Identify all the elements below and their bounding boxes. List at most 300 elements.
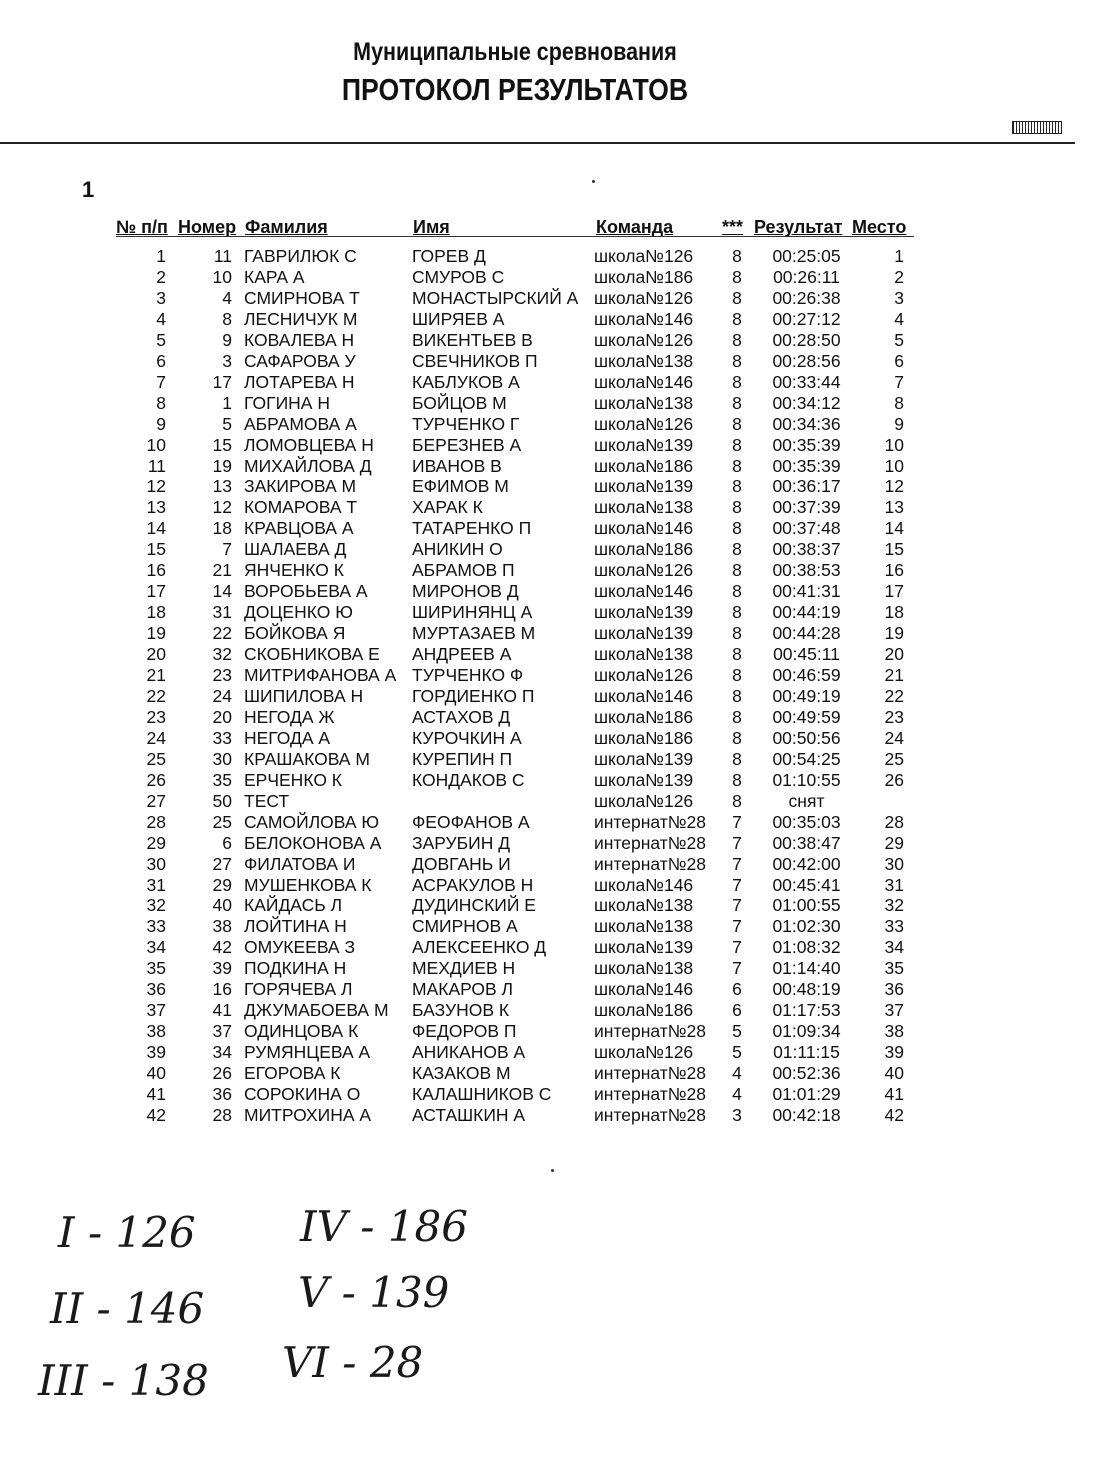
cell-place: 25: [884, 748, 904, 769]
cell-place: 32: [884, 895, 904, 916]
cell-team: интернат№28: [594, 853, 706, 874]
cell-num: 36: [212, 1084, 232, 1104]
table-row: [0, 351, 1000, 372]
cell-ast: 3: [732, 1104, 742, 1125]
handwritten-note: V - 139: [298, 1268, 450, 1317]
cell-name: БОЙЦОВ М: [412, 392, 507, 413]
table-row: [0, 1042, 1000, 1063]
cell-num: 33: [212, 727, 232, 748]
column-header-result: Результат: [754, 217, 843, 237]
cell-name: ХАРАК К: [412, 497, 483, 518]
cell-fam: МИТРИФАНОВА А: [244, 665, 397, 685]
cell-res: 00:46:59: [772, 665, 841, 685]
cell-num: 20: [212, 706, 232, 727]
cell-team: интернат№28: [594, 1063, 706, 1084]
table-row: [0, 895, 1000, 916]
cell-team: школа№186: [594, 1000, 694, 1021]
cell-place: 24: [884, 727, 904, 748]
cell-ast: 4: [732, 1084, 742, 1104]
cell-np: 30: [146, 853, 166, 874]
table-row: [0, 288, 1000, 309]
cell-fam: ТЕСТ: [244, 790, 290, 811]
cell-num: 5: [222, 413, 232, 434]
cell-np: 20: [146, 644, 166, 665]
cell-res: 01:01:29: [772, 1084, 841, 1104]
cell-fam: КОВАЛЕВА Н: [244, 329, 355, 350]
cell-place: 5: [894, 329, 904, 350]
cell-ast: 8: [732, 246, 742, 266]
cell-place: 14: [884, 518, 904, 539]
cell-place: 15: [884, 539, 904, 560]
header-divider: [0, 142, 1075, 144]
cell-ast: 8: [732, 308, 742, 329]
cell-team: интернат№28: [594, 1021, 706, 1042]
table-row: [0, 1105, 1000, 1126]
cell-num: 15: [212, 434, 232, 455]
cell-ast: 7: [732, 853, 742, 874]
cell-fam: АБРАМОВА А: [244, 413, 357, 434]
cell-ast: 8: [732, 644, 742, 665]
cell-name: ЗАРУБИН Д: [412, 832, 511, 853]
cell-team: школа№138: [594, 350, 694, 371]
cell-res: 01:08:32: [772, 937, 841, 958]
cell-np: 21: [146, 665, 166, 685]
cell-res: 01:10:55: [772, 769, 841, 790]
cell-res: 00:37:39: [772, 497, 841, 518]
cell-res: 00:33:44: [772, 371, 841, 392]
cell-fam: ЛОМОВЦЕВА Н: [244, 434, 374, 455]
table-row: [0, 665, 1000, 686]
cell-res: 00:35:39: [772, 455, 841, 476]
cell-res: 00:49:19: [772, 685, 841, 706]
cell-ast: 7: [732, 811, 742, 832]
document-title: ПРОТОКОЛ РЕЗУЛЬТАТОВ: [341, 72, 689, 107]
cell-res: 00:28:50: [772, 329, 841, 350]
cell-res: 01:17:53: [772, 1000, 841, 1021]
cell-num: 6: [222, 832, 232, 853]
table-row: [0, 372, 1000, 393]
column-header-stars: ***: [722, 217, 744, 237]
cell-np: 28: [146, 811, 166, 832]
cell-team: школа№139: [594, 769, 694, 790]
cell-num: 24: [212, 685, 232, 706]
table-row: [0, 644, 1000, 665]
cell-place: 20: [884, 644, 904, 665]
cell-place: 31: [884, 874, 904, 895]
cell-place: 30: [884, 853, 904, 874]
cell-team: школа№126: [594, 246, 694, 266]
cell-team: школа№146: [594, 874, 694, 895]
cell-res: 01:02:30: [772, 916, 841, 937]
cell-np: 15: [146, 539, 166, 560]
table-row: [0, 875, 1000, 896]
cell-fam: ПОДКИНА Н: [244, 958, 347, 979]
cell-res: 00:36:17: [772, 476, 841, 497]
cell-num: 26: [212, 1063, 232, 1084]
cell-name: АНДРЕЕВ А: [412, 644, 512, 665]
cell-name: ТАТАРЕНКО П: [412, 518, 532, 539]
cell-num: 4: [222, 287, 232, 308]
cell-ast: 6: [732, 979, 742, 1000]
cell-ast: 8: [732, 560, 742, 581]
cell-place: 38: [884, 1021, 904, 1042]
cell-name: ДОВГАНЬ И: [412, 853, 511, 874]
cell-fam: КРАШАКОВА М: [244, 748, 370, 769]
cell-ast: 8: [732, 350, 742, 371]
scan-speck: [592, 180, 595, 183]
cell-res: 00:25:05: [772, 246, 841, 266]
barcode-icon: [1012, 121, 1062, 134]
cell-num: 42: [212, 937, 232, 958]
cell-res: снят: [788, 790, 825, 811]
cell-res: 00:26:38: [772, 287, 841, 308]
cell-place: 1: [894, 246, 904, 266]
table-row: [0, 1084, 1000, 1105]
cell-ast: 8: [732, 685, 742, 706]
column-header-np: № п/п: [116, 217, 168, 237]
cell-team: школа№186: [594, 706, 694, 727]
cell-team: школа№146: [594, 518, 694, 539]
cell-fam: КОМАРОВА Т: [244, 497, 358, 518]
cell-fam: ЕГОРОВА К: [244, 1063, 341, 1084]
cell-num: 9: [222, 329, 232, 350]
cell-name: АЛЕКСЕЕНКО Д: [412, 937, 547, 958]
cell-ast: 8: [732, 455, 742, 476]
cell-team: школа№126: [594, 560, 694, 581]
cell-team: интернат№28: [594, 832, 706, 853]
cell-place: 21: [884, 665, 904, 685]
cell-np: 22: [146, 685, 166, 706]
cell-place: 4: [894, 308, 904, 329]
cell-place: 10: [884, 455, 904, 476]
cell-np: 35: [146, 958, 166, 979]
cell-name: ИВАНОВ В: [412, 455, 502, 476]
cell-np: 25: [146, 748, 166, 769]
cell-np: 11: [147, 455, 166, 476]
cell-ast: 8: [732, 602, 742, 623]
table-row: [0, 833, 1000, 854]
handwritten-note: III - 138: [38, 1356, 209, 1405]
cell-res: 00:54:25: [772, 748, 841, 769]
cell-ast: 8: [732, 581, 742, 602]
column-header-surname: Фамилия: [245, 217, 328, 237]
cell-np: 7: [156, 371, 166, 392]
cell-team: школа№138: [594, 916, 694, 937]
group-number: 1: [82, 177, 95, 202]
cell-place: 35: [884, 958, 904, 979]
cell-place: 8: [894, 392, 904, 413]
cell-ast: 8: [732, 790, 742, 811]
table-row: [0, 246, 1000, 267]
handwritten-note: IV - 186: [300, 1202, 468, 1251]
cell-res: 00:48:19: [772, 979, 841, 1000]
table-row: [0, 728, 1000, 749]
cell-num: 28: [212, 1104, 232, 1125]
table-row: [0, 393, 1000, 414]
cell-name: ТУРЧЕНКО Ф: [412, 665, 524, 685]
cell-fam: СКОБНИКОВА Е: [244, 644, 380, 665]
cell-team: школа№146: [594, 308, 694, 329]
cell-team: школа№146: [594, 371, 694, 392]
cell-name: БАЗУНОВ К: [412, 1000, 510, 1021]
handwritten-note: I - 126: [58, 1208, 196, 1257]
cell-fam: ЛЕСНИЧУК М: [244, 308, 358, 329]
cell-num: 41: [212, 1000, 232, 1021]
cell-num: 38: [212, 916, 232, 937]
cell-fam: КРАВЦОВА А: [244, 518, 354, 539]
cell-fam: НЕГОДА Ж: [244, 706, 335, 727]
cell-ast: 5: [732, 1021, 742, 1042]
cell-np: 41: [146, 1084, 166, 1104]
cell-ast: 8: [732, 665, 742, 685]
cell-team: школа№146: [594, 979, 694, 1000]
cell-team: школа№186: [594, 266, 694, 287]
table-row: [0, 812, 1000, 833]
cell-num: 31: [212, 602, 232, 623]
cell-fam: БОЙКОВА Я: [244, 623, 346, 644]
cell-np: 38: [146, 1021, 166, 1042]
cell-ast: 8: [732, 539, 742, 560]
table-row: [0, 497, 1000, 518]
cell-np: 10: [146, 434, 166, 455]
cell-np: 29: [146, 832, 166, 853]
cell-res: 00:27:12: [772, 308, 841, 329]
cell-fam: ЯНЧЕНКО К: [244, 560, 344, 581]
cell-name: ГОРЕВ Д: [412, 246, 486, 266]
cell-fam: ОДИНЦОВА К: [244, 1021, 359, 1042]
cell-res: 00:38:37: [772, 539, 841, 560]
cell-place: 10: [884, 434, 904, 455]
cell-num: 35: [212, 769, 232, 790]
cell-place: 7: [894, 371, 904, 392]
cell-name: КАЗАКОВ М: [412, 1063, 511, 1084]
cell-np: 36: [146, 979, 166, 1000]
cell-np: 13: [146, 497, 166, 518]
cell-np: 18: [146, 602, 166, 623]
cell-team: школа№138: [594, 895, 694, 916]
cell-name: СМИРНОВ А: [412, 916, 518, 937]
cell-name: БЕРЕЗНЕВ А: [412, 434, 522, 455]
cell-name: АНИКИН О: [412, 539, 503, 560]
table-row: [0, 435, 1000, 456]
cell-num: 21: [212, 560, 232, 581]
cell-team: школа№126: [594, 790, 694, 811]
table-row: [0, 770, 1000, 791]
cell-ast: 8: [732, 266, 742, 287]
cell-name: МИРОНОВ Д: [412, 581, 519, 602]
cell-fam: ШАЛАЕВА Д: [244, 539, 347, 560]
cell-name: ФЕОФАНОВ А: [412, 811, 530, 832]
cell-fam: САМОЙЛОВА Ю: [244, 811, 380, 832]
cell-np: 27: [146, 790, 166, 811]
cell-place: 37: [884, 1000, 904, 1021]
cell-np: 24: [146, 727, 166, 748]
cell-ast: 7: [732, 937, 742, 958]
table-row: [0, 309, 1000, 330]
cell-num: 18: [212, 518, 232, 539]
cell-ast: 8: [732, 518, 742, 539]
cell-place: 34: [884, 937, 904, 958]
column-header-team: Команда: [596, 217, 674, 237]
cell-np: 17: [146, 581, 166, 602]
cell-fam: ЛОЙТИНА Н: [244, 916, 347, 937]
cell-np: 6: [156, 350, 166, 371]
cell-place: 26: [884, 769, 904, 790]
cell-name: АСТАШКИН А: [412, 1104, 526, 1125]
cell-num: 14: [212, 581, 232, 602]
cell-name: ДУДИНСКИЙ Е: [412, 895, 536, 916]
cell-team: школа№126: [594, 665, 694, 685]
cell-res: 00:44:28: [772, 623, 841, 644]
handwritten-note: VI - 28: [282, 1338, 424, 1387]
cell-res: 00:44:19: [772, 602, 841, 623]
table-row: [0, 456, 1000, 477]
cell-np: 19: [146, 623, 166, 644]
cell-fam: МИТРОХИНА А: [244, 1104, 372, 1125]
cell-team: школа№139: [594, 623, 694, 644]
cell-name: КАБЛУКОВ А: [412, 371, 520, 392]
cell-team: школа№139: [594, 476, 694, 497]
cell-name: АСТАХОВ Д: [412, 706, 511, 727]
cell-team: школа№126: [594, 287, 694, 308]
table-row: [0, 1000, 1000, 1021]
cell-num: 13: [212, 476, 232, 497]
cell-ast: 8: [732, 706, 742, 727]
cell-num: 19: [212, 455, 232, 476]
table-row: [0, 791, 1000, 812]
cell-fam: НЕГОДА А: [244, 727, 331, 748]
cell-fam: ДОЦЕНКО Ю: [244, 602, 353, 623]
cell-team: школа№138: [594, 392, 694, 413]
table-row: [0, 979, 1000, 1000]
cell-np: 4: [156, 308, 166, 329]
cell-name: ШИРИНЯНЦ А: [412, 602, 533, 623]
cell-place: 42: [884, 1104, 904, 1125]
cell-fam: ДЖУМАБОЕВА М: [244, 1000, 389, 1021]
cell-np: 40: [146, 1063, 166, 1084]
cell-np: 2: [156, 266, 166, 287]
cell-name: ФЕДОРОВ П: [412, 1021, 517, 1042]
cell-name: АСРАКУЛОВ Н: [412, 874, 534, 895]
cell-ast: 8: [732, 434, 742, 455]
cell-num: 29: [212, 874, 232, 895]
column-header-name: Имя: [413, 217, 450, 237]
table-row: [0, 623, 1000, 644]
cell-team: школа№126: [594, 413, 694, 434]
cell-fam: ГОРЯЧЕВА Л: [244, 979, 353, 1000]
cell-place: 12: [884, 476, 904, 497]
cell-num: 12: [212, 497, 232, 518]
cell-team: школа№126: [594, 1042, 694, 1063]
cell-team: интернат№28: [594, 1104, 706, 1125]
cell-res: 00:50:56: [772, 727, 841, 748]
cell-np: 5: [156, 329, 166, 350]
cell-res: 01:11:15: [773, 1042, 840, 1063]
cell-fam: БЕЛОКОНОВА А: [244, 832, 382, 853]
table-row: [0, 958, 1000, 979]
table-row: [0, 602, 1000, 623]
cell-name: КОНДАКОВ С: [412, 769, 525, 790]
cell-ast: 4: [732, 1063, 742, 1084]
cell-team: школа№139: [594, 937, 694, 958]
cell-res: 00:49:59: [772, 706, 841, 727]
cell-ast: 7: [732, 895, 742, 916]
cell-name: МЕХДИЕВ Н: [412, 958, 516, 979]
column-header-place: Место: [852, 217, 907, 237]
cell-ast: 8: [732, 413, 742, 434]
cell-np: 9: [156, 413, 166, 434]
cell-np: 32: [146, 895, 166, 916]
table-row: [0, 854, 1000, 875]
cell-ast: 8: [732, 371, 742, 392]
cell-fam: СОРОКИНА О: [244, 1084, 361, 1104]
cell-place: 13: [884, 497, 904, 518]
cell-fam: ЛОТАРЕВА Н: [244, 371, 355, 392]
cell-place: 18: [884, 602, 904, 623]
cell-num: 32: [212, 644, 232, 665]
table-row: [0, 267, 1000, 288]
table-row: [0, 581, 1000, 602]
cell-fam: ГАВРИЛЮК С: [244, 246, 357, 266]
cell-fam: КАРА А: [244, 266, 305, 287]
cell-ast: 8: [732, 727, 742, 748]
cell-res: 00:45:11: [773, 644, 840, 665]
cell-ast: 8: [732, 287, 742, 308]
cell-res: 00:35:39: [772, 434, 841, 455]
cell-fam: ЗАКИРОВА М: [244, 476, 357, 497]
cell-res: 00:34:12: [772, 392, 841, 413]
table-row: [0, 686, 1000, 707]
cell-fam: МУШЕНКОВА К: [244, 874, 372, 895]
cell-num: 40: [212, 895, 232, 916]
column-header-number: Номер: [178, 217, 237, 237]
cell-team: интернат№28: [594, 1084, 706, 1104]
cell-ast: 8: [732, 623, 742, 644]
cell-np: 26: [146, 769, 166, 790]
cell-team: школа№138: [594, 958, 694, 979]
document-subtitle: Муниципальные сревнования: [353, 38, 677, 66]
cell-fam: ШИПИЛОВА Н: [244, 685, 364, 706]
cell-res: 01:00:55: [772, 895, 841, 916]
cell-np: 14: [146, 518, 166, 539]
cell-place: 40: [884, 1063, 904, 1084]
cell-num: 16: [212, 979, 232, 1000]
cell-np: 1: [156, 246, 166, 266]
cell-team: школа№139: [594, 434, 694, 455]
cell-num: 39: [212, 958, 232, 979]
cell-team: школа№186: [594, 539, 694, 560]
cell-ast: 8: [732, 769, 742, 790]
table-row: [0, 539, 1000, 560]
cell-place: 39: [884, 1042, 904, 1063]
cell-name: ШИРЯЕВ А: [412, 308, 505, 329]
cell-team: школа№139: [594, 748, 694, 769]
cell-num: 7: [222, 539, 232, 560]
cell-team: интернат№28: [594, 811, 706, 832]
handwritten-note: II - 146: [50, 1284, 205, 1333]
cell-res: 00:42:00: [772, 853, 841, 874]
table-row: [0, 937, 1000, 958]
cell-num: 22: [212, 623, 232, 644]
cell-num: 10: [212, 266, 232, 287]
table-row: [0, 707, 1000, 728]
cell-num: 1: [222, 392, 232, 413]
table-row: [0, 1021, 1000, 1042]
cell-name: МАКАРОВ Л: [412, 979, 514, 1000]
cell-res: 00:35:03: [772, 811, 841, 832]
table-row: [0, 1063, 1000, 1084]
cell-name: СВЕЧНИКОВ П: [412, 350, 538, 371]
